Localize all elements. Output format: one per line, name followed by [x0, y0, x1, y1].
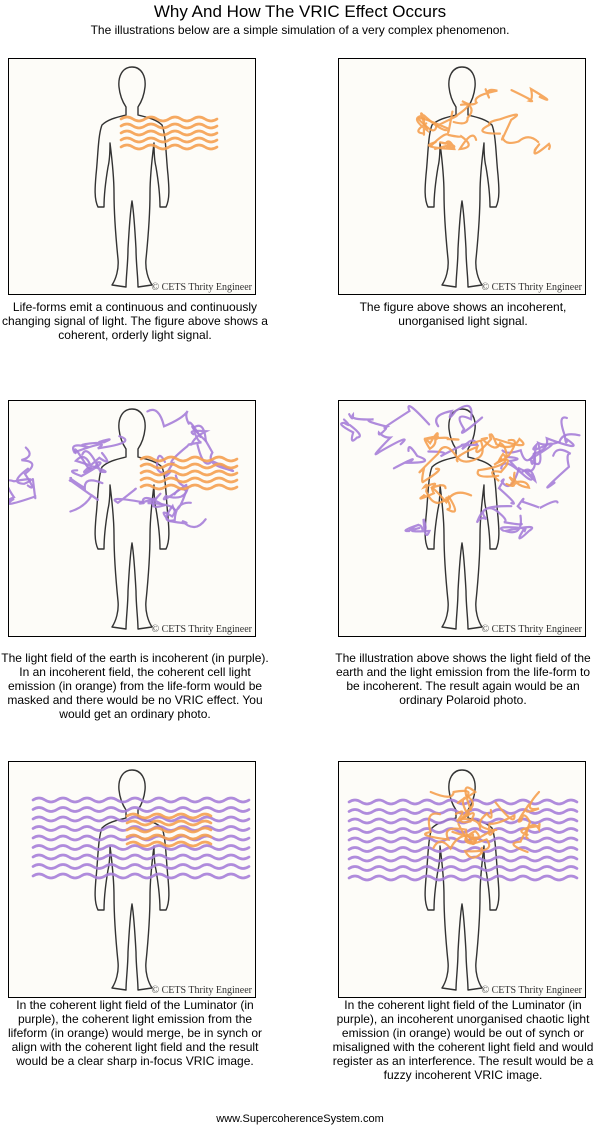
coherent-wave	[33, 808, 249, 812]
copyright-label: © CETS Thrity Engineer	[151, 985, 252, 996]
illustration-panel-1	[8, 58, 256, 295]
chaotic-wave	[72, 449, 101, 476]
chaotic-wave	[454, 89, 498, 123]
human-figure	[95, 770, 169, 990]
coherent-wave	[349, 838, 577, 842]
copyright-label: © CETS Thrity Engineer	[481, 985, 582, 996]
human-figure	[425, 67, 499, 287]
coherent-wave	[141, 471, 237, 475]
orange-coherent-waves	[121, 117, 217, 149]
caption-1: Life-forms emit a continuous and continuously changing signal of light. The figure above shows a coherent, orderly light signal.	[2, 300, 268, 342]
coherent-wave	[121, 131, 217, 135]
purple-chaotic-waves	[9, 410, 233, 527]
copyright-label: © CETS Thrity Engineer	[151, 282, 252, 293]
illustration-5	[9, 762, 255, 997]
caption-4: The illustration above shows the light field of the earth and the light emission from the life-form to be incoherent. The result again would be an ordinary Polaroid photo.	[335, 651, 591, 707]
coherent-wave	[121, 138, 217, 142]
coherent-wave	[33, 874, 249, 878]
caption-3: The light field of the earth is incoherent (in purple). In an incoherent field, the coherent cell light emission (in orange) from the life-form would be masked and there would be no VRIC effect. You would get an ordinary photo.	[1, 651, 269, 721]
copyright-label: © CETS Thrity Engineer	[481, 624, 582, 635]
coherent-wave	[127, 814, 211, 818]
illustration-panel-5	[8, 761, 256, 998]
coherent-wave	[141, 478, 237, 482]
caption-6: In the coherent light field of the Luminator (in purple), an incoherent unorganised chaotic light emission (in orange) would be out of synch or misaligned with the coherent light field and would register as an interference. The result would be a fuzzy incoherent VRIC image.	[332, 998, 594, 1082]
chaotic-wave	[140, 498, 206, 527]
coherent-wave	[121, 117, 217, 121]
chaotic-wave	[424, 433, 458, 449]
chaotic-wave	[547, 450, 570, 488]
caption-2: The figure above shows an incoherent, unorganised light signal.	[359, 300, 567, 328]
figure-outline	[95, 67, 169, 287]
coherent-wave	[127, 835, 211, 839]
coherent-wave	[33, 865, 249, 869]
illustration-1	[9, 59, 255, 294]
copyright-label: © CETS Thrity Engineer	[481, 282, 582, 293]
coherent-wave	[33, 855, 249, 859]
illustration-2	[339, 59, 585, 294]
illustration-4	[339, 401, 585, 636]
purple-chaotic-waves	[341, 406, 579, 539]
coherent-wave	[349, 857, 577, 861]
chaotic-wave	[518, 499, 558, 509]
illustration-3	[9, 401, 255, 636]
chaotic-wave	[534, 144, 549, 154]
caption-5: In the coherent light field of the Luminator (in purple), the coherent light emission from the lifeform (in orange) would merge, be in synch or align with the coherent light field and the result would be a clear sharp in-focus VRIC image.	[7, 998, 263, 1068]
chaotic-wave	[73, 436, 125, 452]
coherent-wave	[121, 145, 217, 149]
coherent-wave	[141, 485, 237, 489]
page-title: Why And How The VRIC Effect Occurs	[153, 2, 447, 21]
chaotic-wave	[530, 434, 580, 464]
coherent-wave	[349, 867, 577, 871]
copyright-label: © CETS Thrity Engineer	[151, 624, 252, 635]
chaotic-wave	[341, 420, 360, 441]
human-figure	[95, 67, 169, 287]
illustration-6	[339, 762, 585, 997]
coherent-wave	[127, 842, 211, 846]
figure-outline	[425, 67, 499, 287]
chaotic-wave	[188, 426, 206, 445]
illustration-panel-6	[338, 761, 586, 998]
coherent-wave	[349, 876, 577, 880]
chaotic-wave	[482, 115, 538, 143]
coherent-wave	[349, 848, 577, 852]
chaotic-wave	[394, 447, 425, 468]
chaotic-wave	[512, 89, 548, 101]
page-subtitle: The illustrations below are a simple simulation of a very complex phenomenon.	[90, 23, 510, 37]
chaotic-wave	[376, 429, 405, 455]
orange-coherent-waves	[141, 457, 237, 489]
chaotic-wave	[349, 406, 429, 428]
illustration-panel-2	[338, 58, 586, 295]
chaotic-wave	[477, 506, 522, 524]
illustration-panel-3	[8, 400, 256, 637]
figure-outline	[95, 770, 169, 990]
coherent-wave	[141, 457, 237, 461]
coherent-wave	[33, 798, 249, 802]
footer-url: www.SupercoherenceSystem.com	[216, 1113, 384, 1125]
illustration-panel-4	[338, 400, 586, 637]
coherent-wave	[121, 124, 217, 128]
